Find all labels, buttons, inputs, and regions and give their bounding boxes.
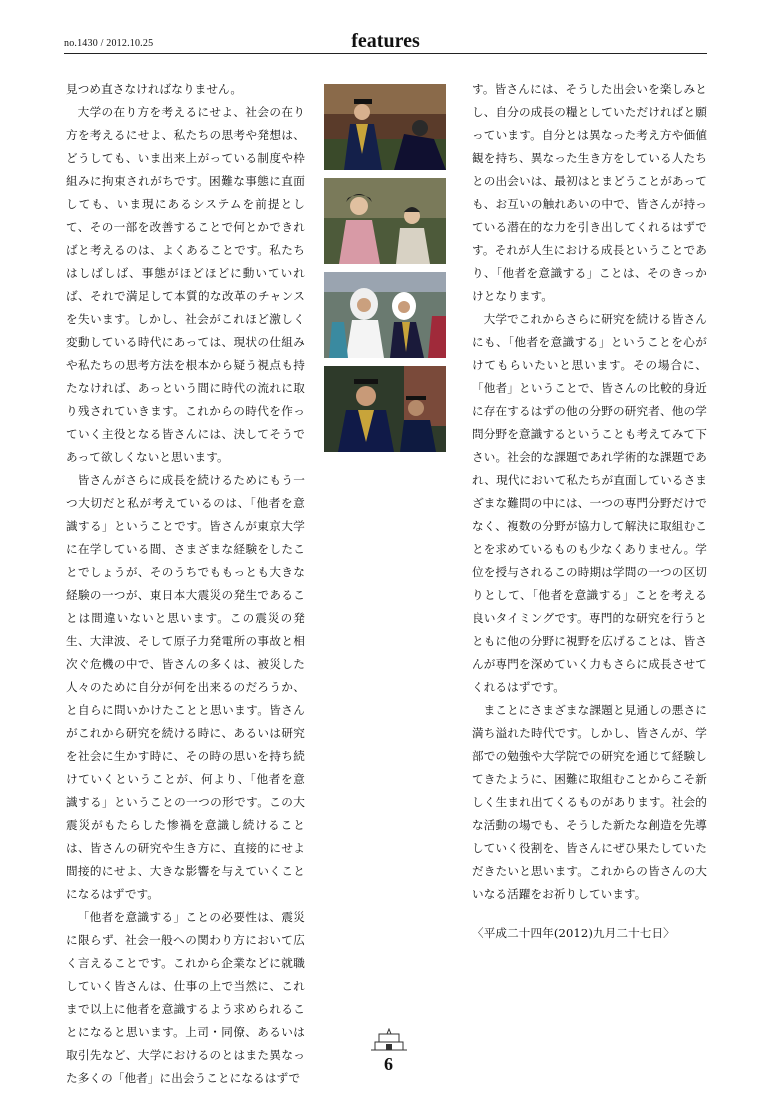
photo-strip [324, 84, 446, 460]
university-gate-icon [371, 1028, 407, 1056]
header-rule [64, 53, 707, 54]
page-footer [0, 1028, 777, 1074]
paragraph: 皆さんがさらに成長を続けるためにもう一つ大切だと私が考えているのは、「他者を意識する」ということです。皆さんが東京大学に在学している間、さまざまな経験をしたことでしょうが、そのうちでももっとも大きな経験の一つが、東日本大震災の発生であることは間違いないと思います。この震災の発生、大津波、そして原子力発電所の事故と相次ぐ危機の中で、皆さんの多くは、被災した人々のために自分が何を出来るのだろうか、と自らに問いかけたことと思います。皆さんがこれから研究を続ける時に、あるいは研究を社会に生かす時に、その時の思いを持ち続けていくということが、何より、「他者を意識する」ということの一つの形です。この大震災がもたらした惨禍を意識し続けることは、皆さんの研究や生き方に、直接的にせよ間接的にせよ、大きな影響を与えていくことになるはずです。 [66, 473, 305, 901]
caps-photo [324, 366, 446, 452]
paragraph: 大学でこれからさらに研究を続ける皆さんにも、「他者を意識する」ということを心がけてもらいたいと思います。その場合に、「他者」ということで、皆さんの比較的身近に存在するはずの他の分野の研究者、他の学問分野を意識するということも考えてみて下さい。社会的な課題であれ学術的な課題であれ、現代において私たちが直面しているさまざまな難問の中には、一つの専門分野だけでなく、複数の分野が協力して解決に取組むことを求めているものも少なくありません。学位を授与されるこの時期は学問の一つの区切りとして、「他者を意識する」ことを考える良いタイミングです。専門的な研究を行うとともに他の分野に視野を広げることは、皆さんが専門を深めていく力もさらに成長させてくれるはずです。 [472, 312, 707, 694]
graduate-gown-photo [324, 84, 446, 170]
paragraph: 見つめ直さなければなりません。 [66, 82, 243, 96]
page-header [64, 28, 707, 58]
issue-label: no.1430 / 2012.10.25 [64, 38, 154, 49]
paragraph: まことにさまざまな課題と見通しの悪さに満ち溢れた時代です。しかし、皆さんが、学部での勉強や大学院での研究を通じて経験してきたように、困難に取組むことからこそ新しく生まれ出てくるものがあります。社会的な活動の場でも、そうした新たな創造を先導していく役割を、皆さんにぜひ果たしていただきたいと思います。これからの皆さんの大いなる活躍をお祈りしています。 [472, 703, 707, 901]
paragraph: 「他者を意識する」ことの必要性は、震災に限らず、社会一般への関わり方において広く言えることです。これから企業などに就職していく皆さんは、仕事の上で当然に、これまで以上に他者を意識するよう求められることになると思います。上司・同僚、あるいは取引先など、大学におけるのとはまた異なった多くの「他者」に出会うことになるはずで [66, 910, 305, 1085]
page-number: 6 [384, 1054, 393, 1074]
group-photo [324, 272, 446, 358]
left-column [66, 78, 305, 1090]
section-title: features [351, 30, 420, 52]
date-line: 〈平成二十四年(2012)九月二十七日〉 [472, 926, 675, 940]
kimono-photo [324, 178, 446, 264]
paragraph: す。皆さんには、そうした出会いを楽しみとし、自分の成長の糧としていただければと願っています。自分とは異なった考え方や価値観を持ち、異なった生き方をしている人たちとの出会いは、最初はとまどうことがあっても、お互いの触れあいの中で、皆さんが持っている潜在的な力を引き出してくれるはずです。それが人生における成長ということであり、「他者を意識する」ことは、そのきっかけとなります。 [472, 82, 707, 303]
right-column [472, 78, 707, 945]
paragraph: 大学の在り方を考えるにせよ、社会の在り方を考えるにせよ、私たちの思考や発想は、どうしても、いま出来上がっている制度や枠組みに拘束されがちです。困難な事態に直面しても、いま現にあるシステムを前提として、その一部を改善することで何とかできればと考えるのは、よくあることです。私たちはしばしば、事態がほどほどに動いていれば、それで満足して本質的な改革のチャンスを失います。しかし、社会がこれほど激しく変動している時代にあっては、現状の仕組みや私たちの思考方法を根本から疑う視点も持たなければ、あっという間に時代の流れに取り残されていきます。これからの時代を作っていく主役となる皆さんには、決してそうであって欲しくないと思います。 [66, 105, 305, 464]
